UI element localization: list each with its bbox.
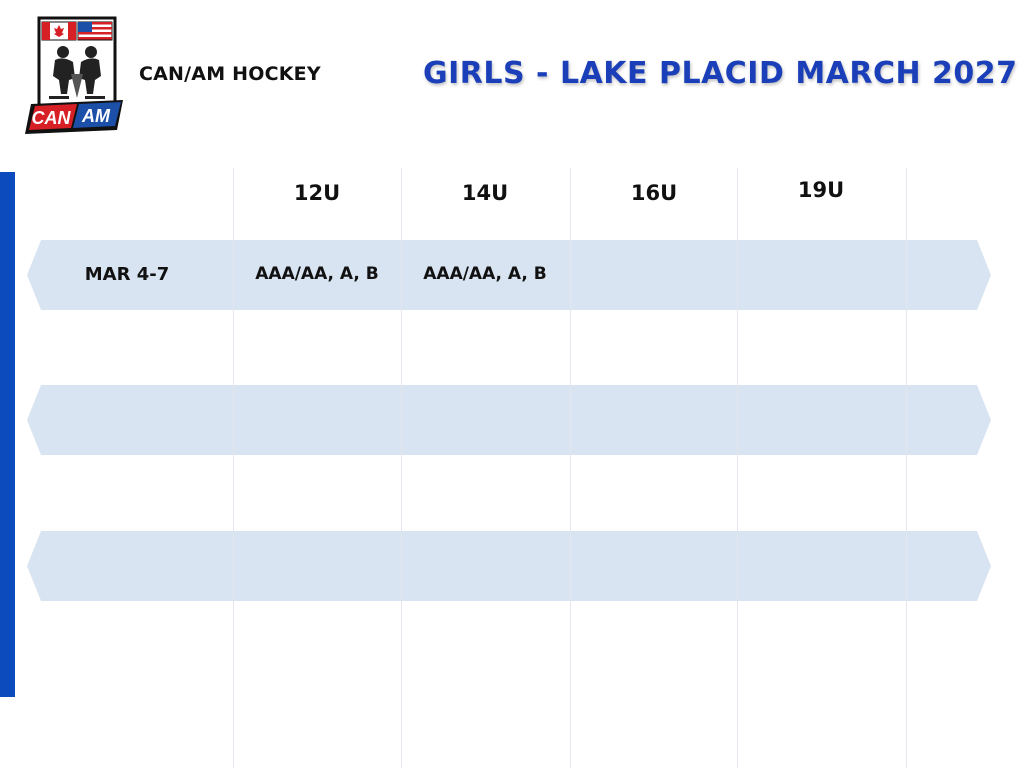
- column-divider: [906, 168, 907, 768]
- svg-text:CAN: CAN: [31, 108, 71, 128]
- canam-logo: [25, 16, 129, 138]
- schedule-cell-14u: AAA/AA, A, B: [423, 264, 547, 284]
- column-divider: [737, 168, 738, 768]
- column-header-14u: 14U: [461, 181, 509, 205]
- column-divider: [233, 168, 234, 768]
- column-header-16u: 16U: [630, 181, 678, 205]
- schedule-band-2: [27, 385, 991, 455]
- page-title: GIRLS - LAKE PLACID MARCH 2027: [423, 56, 1018, 91]
- schedule-row-date: MAR 4-7: [84, 264, 170, 285]
- side-accent-bar: [0, 172, 15, 697]
- svg-text:AM: AM: [82, 106, 110, 126]
- column-header-19u: 19U: [797, 178, 845, 202]
- column-header-12u: 12U: [293, 181, 341, 205]
- brand-name: CAN/AM HOCKEY: [139, 63, 321, 85]
- schedule-band-3: [27, 531, 991, 601]
- schedule-cell-12u: AAA/AA, A, B: [255, 264, 379, 284]
- column-divider: [401, 168, 402, 768]
- column-divider: [570, 168, 571, 768]
